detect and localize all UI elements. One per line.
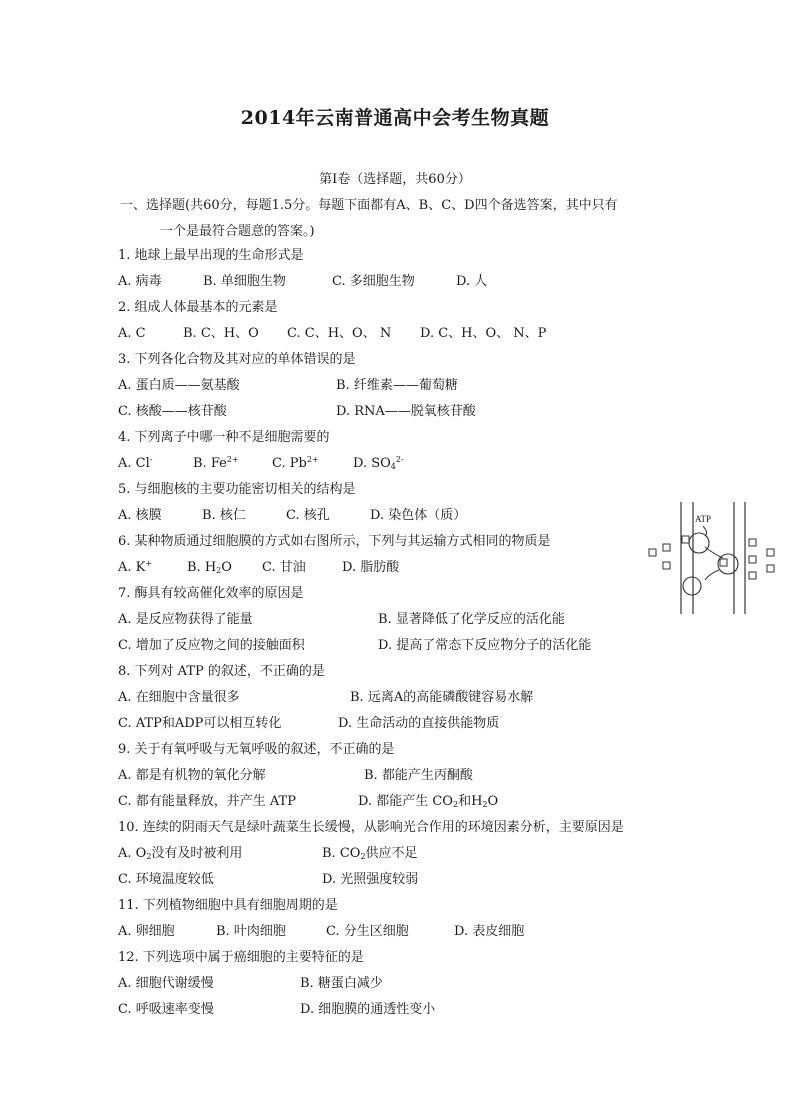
- q5-option-a: A. 核膜: [118, 508, 162, 523]
- q3-option-d: D. RNA——脱氧核苷酸: [336, 404, 476, 419]
- q9-option-b: B. 都能产生丙酮酸: [364, 768, 473, 783]
- q11-option-c: C. 分生区细胞: [326, 924, 409, 939]
- q1-option-a: A. 病毒: [118, 274, 162, 289]
- q6-option-c: C. 甘油: [262, 560, 306, 575]
- q8-option-a: A. 在细胞中含量很多: [118, 690, 240, 705]
- q10-a-post: 没有及时被利用: [151, 846, 243, 861]
- page-title: 2014年云南普通高中会考生物真题: [240, 107, 550, 129]
- q1-option-c: C. 多细胞生物: [332, 274, 415, 289]
- q12-option-c: C. 呼吸速率变慢: [118, 1002, 214, 1017]
- question-10-stem: 10. 连续的阴雨天气是绿叶蔬菜生长缓慢，从影响光合作用的环境因素分析，主要原因是: [118, 820, 624, 835]
- q6-b-sub: 2: [216, 566, 222, 575]
- q6-a-text: A. K: [118, 560, 146, 575]
- q11-option-d: D. 表皮细胞: [454, 924, 525, 939]
- question-7-stem: 7. 酶具有较高催化效率的原因是: [118, 586, 304, 601]
- question-2-stem: 2. 组成人体最基本的元素是: [118, 300, 278, 315]
- question-1-stem: 1. 地球上最早出现的生命形式是: [118, 248, 304, 263]
- q4-d-sup: 2-: [395, 455, 404, 464]
- q7-option-c: C. 增加了反应物之间的接触面积: [118, 638, 305, 653]
- q8-option-b: B. 远离A的高能磷酸键容易水解: [350, 690, 534, 705]
- question-3-stem: 3. 下列各化合物及其对应的单体错误的是: [118, 352, 356, 367]
- q10-option-a: [118, 844, 242, 864]
- q9-option-d: [358, 792, 498, 812]
- q9-d-post: O: [487, 794, 499, 809]
- q12-option-a: A. 细胞代谢缓慢: [118, 976, 214, 991]
- q2-option-b: B. C、H、O: [183, 326, 259, 341]
- question-12-stem: 12. 下列选项中属于癌细胞的主要特征的是: [118, 950, 364, 965]
- q2-option-c: C. C、H、O、 N: [287, 326, 392, 341]
- q10-b-post: 供应不足: [365, 846, 418, 861]
- q4-a-text: A. Cl: [118, 456, 150, 471]
- q6-b-post: O: [221, 560, 232, 575]
- q9-d-sub-2: 2: [482, 800, 488, 809]
- q4-option-b: [193, 454, 239, 474]
- q9-option-a: A. 都是有机物的氧化分解: [118, 768, 266, 783]
- q4-c-sup: 2+: [306, 455, 319, 464]
- question-4-stem: 4. 下列离子中哪一种不是细胞需要的: [118, 430, 330, 445]
- q10-option-c: C. 环境温度较低: [118, 872, 214, 887]
- q4-option-d: [353, 454, 404, 474]
- instructions: [120, 193, 680, 245]
- instructions-line-1: 一、选择题(共60分，每题1.5分。每题下面都有A、B、C、D四个备选答案，其中只有: [120, 198, 618, 213]
- q5-option-d: D. 染色体（质）: [370, 508, 467, 523]
- q5-option-c: C. 核孔: [286, 508, 330, 523]
- membrane-transport-diagram-icon: [643, 498, 783, 618]
- q4-a-sup: -: [149, 455, 153, 464]
- q6-option-a: [118, 558, 152, 578]
- q10-option-d: D. 光照强度较弱: [322, 872, 419, 887]
- question-8-stem: 8. 下列对 ATP 的叙述，不正确的是: [118, 664, 325, 679]
- q6-a-sup: +: [145, 559, 153, 568]
- q3-option-b: B. 纤维素——葡萄糖: [336, 378, 458, 393]
- question-11-stem: 11. 下列植物细胞中具有细胞周期的是: [118, 898, 338, 913]
- q4-option-c: [272, 454, 319, 474]
- q11-option-b: B. 叶肉细胞: [216, 924, 286, 939]
- q7-option-d: D. 提高了常态下反应物分子的活化能: [378, 638, 592, 653]
- q9-option-c: C. 都有能量释放，并产生 ATP: [118, 794, 296, 809]
- q7-option-b: B. 显著降低了化学反应的活化能: [378, 612, 565, 627]
- q10-a-sub: 2: [146, 852, 152, 861]
- question-5-stem: 5. 与细胞核的主要功能密切相关的结构是: [118, 482, 356, 497]
- q5-option-b: B. 核仁: [202, 508, 246, 523]
- q8-option-c: C. ATP和ADP可以相互转化: [118, 716, 282, 731]
- q11-option-a: A. 卵细胞: [118, 924, 175, 939]
- q2-option-d: D. C、H、O、 N、P: [420, 326, 547, 341]
- q4-c-text: C. Pb: [272, 456, 307, 471]
- q12-option-b: B. 糖蛋白减少: [300, 976, 383, 991]
- q4-b-text: B. Fe: [193, 456, 227, 471]
- question-6-stem: 6. 某种物质通过细胞膜的方式如右图所示，下列与其运输方式相同的物质是: [118, 534, 551, 549]
- atp-label: ATP: [695, 514, 712, 524]
- q9-d-mid: 和H: [458, 794, 483, 809]
- q4-d-text: D. SO: [353, 456, 391, 471]
- q3-option-c: C. 核酸——核苷酸: [118, 404, 227, 419]
- q6-option-d: D. 脂肪酸: [342, 560, 400, 575]
- q1-option-d: D. 人: [456, 274, 488, 289]
- q10-a-text: A. O: [118, 846, 147, 861]
- question-9-stem: 9. 关于有氧呼吸与无氧呼吸的叙述，不正确的是: [118, 742, 395, 757]
- q10-b-sub: 2: [360, 852, 366, 861]
- q12-option-d: D. 细胞膜的通透性变小: [300, 1002, 436, 1017]
- q7-option-a: A. 是反应物获得了能量: [118, 612, 253, 627]
- q6-option-b: [187, 558, 232, 578]
- q4-b-sup: 2+: [226, 455, 239, 464]
- membrane-transport-figure: [643, 498, 783, 618]
- q6-b-text: B. H: [187, 560, 217, 575]
- q4-d-sub: 4: [390, 462, 396, 471]
- instructions-line-2: 一个是最符合题意的答案。): [160, 224, 315, 239]
- q8-option-d: D. 生命活动的直接供能物质: [338, 716, 500, 731]
- q1-option-b: B. 单细胞生物: [203, 274, 286, 289]
- q3-option-a: A. 蛋白质——氨基酸: [118, 378, 240, 393]
- q2-option-a: A. C: [118, 326, 146, 341]
- q4-option-a: [118, 454, 152, 474]
- q10-b-text: B. CO: [322, 846, 361, 861]
- q9-d-sub-1: 2: [452, 800, 459, 809]
- q10-option-b: [322, 844, 418, 864]
- q9-d-text: D. 都能产生 CO: [358, 794, 453, 809]
- section-heading: 第Ⅰ卷（选择题，共60分）: [319, 172, 471, 187]
